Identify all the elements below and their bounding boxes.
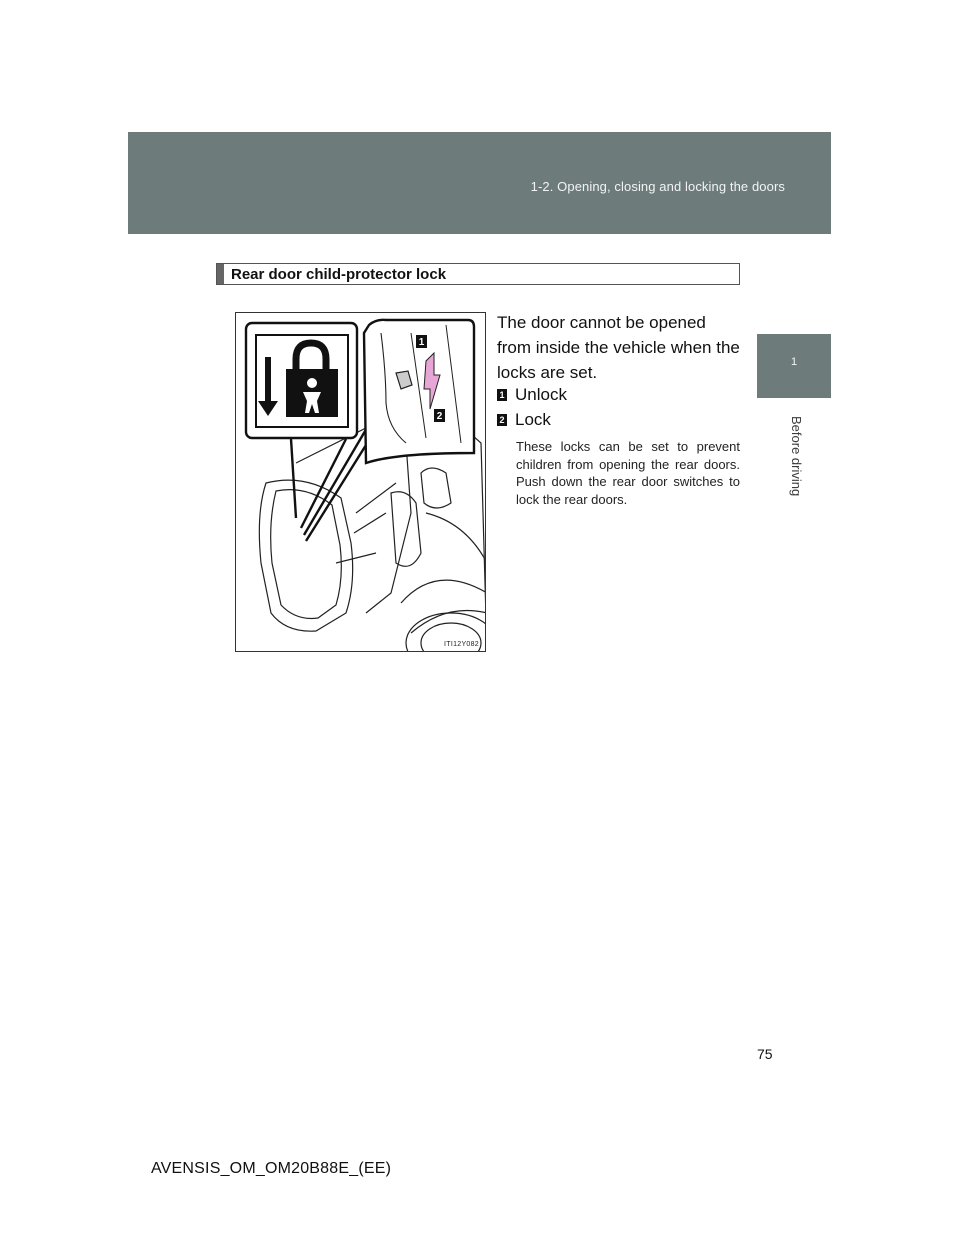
section-heading-bar <box>216 263 740 285</box>
note-paragraph: These locks can be set to prevent children from opening the rear doors. Push down the rear door switches to lock the rear doors. <box>516 439 740 507</box>
list-item-lock <box>497 409 551 431</box>
unlock-badge: 1 <box>497 389 507 401</box>
lead-paragraph: The door cannot be opened from inside the vehicle when the locks are set. <box>497 313 740 382</box>
lock-label: Lock <box>515 410 551 429</box>
unlock-label: Unlock <box>515 385 567 404</box>
car-door-illustration <box>236 313 486 652</box>
list-item-unlock <box>497 384 567 406</box>
callout-1: 1 <box>418 337 425 348</box>
child-lock-icon <box>246 323 357 438</box>
chapter-label: Before driving <box>789 415 804 497</box>
door-lock-figure <box>235 312 486 652</box>
chapter-number: 1 <box>790 356 798 368</box>
lock-badge: 2 <box>497 414 507 426</box>
callout-2: 2 <box>436 411 443 422</box>
section-accent <box>217 264 224 284</box>
header-title: 1-2. Opening, closing and locking the doors <box>530 179 785 194</box>
page-number: 75 <box>757 1046 773 1062</box>
header-band <box>128 132 831 234</box>
figure-code: ITI12Y082 <box>444 641 479 648</box>
chapter-tab[interactable] <box>757 334 831 398</box>
document-code: AVENSIS_OM_OM20B88E_(EE) <box>151 1160 392 1177</box>
section-title: Rear door child-protector lock <box>231 266 447 283</box>
